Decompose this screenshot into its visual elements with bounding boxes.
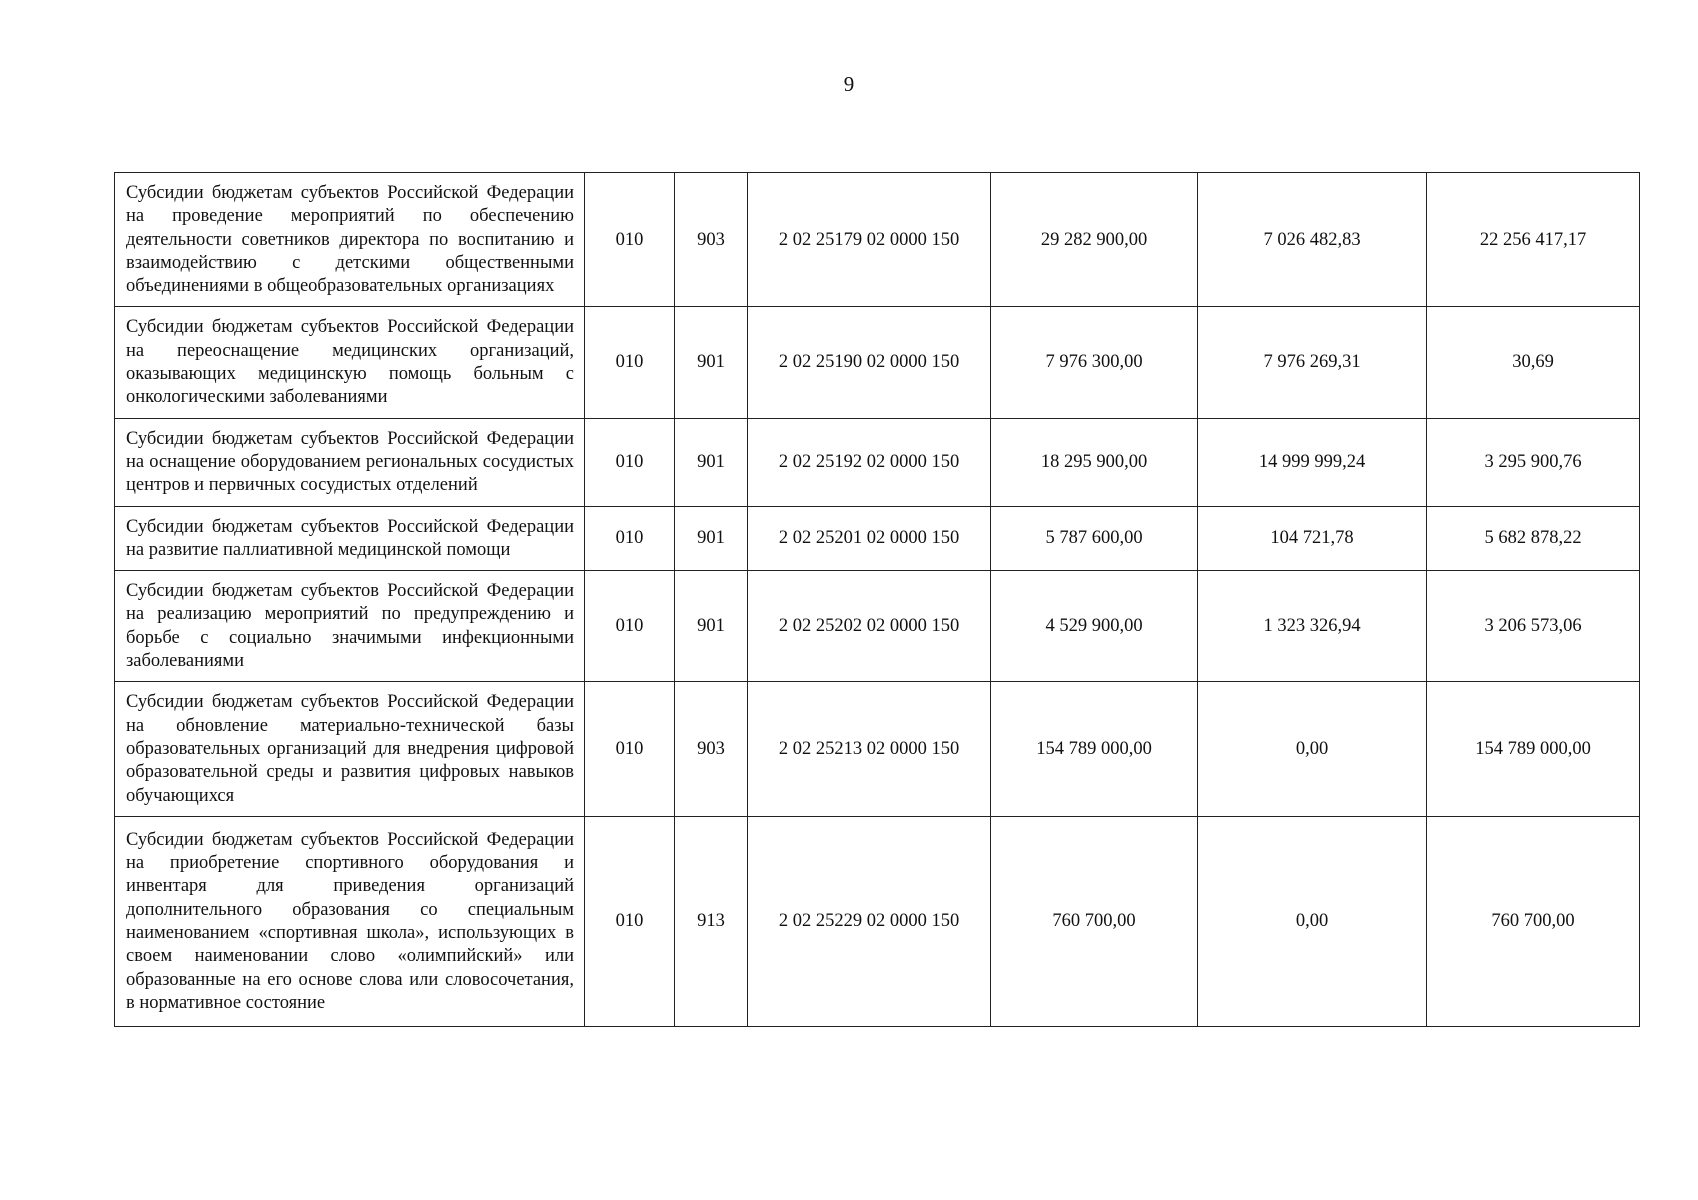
row-description: Субсидии бюджетам субъектов Российской Федерации на переоснащение медицинских организаций, оказывающих медицинскую помощь больным с онкологическими заболеваниями	[115, 307, 585, 418]
row-description: Субсидии бюджетам субъектов Российской Федерации на реализацию мероприятий по предупреждению и борьбе с социально значимыми инфекционными заболеваниями	[115, 571, 585, 682]
row-description: Субсидии бюджетам субъектов Российской Федерации на обновление материально-технической базы образовательных организаций для внедрения цифровой образовательной среды и развития цифровых навыков обучающихся	[115, 682, 585, 816]
table-row	[115, 418, 1640, 506]
row-code-010: 010	[585, 173, 675, 307]
row-budget-code: 2 02 25190 02 0000 150	[748, 307, 991, 418]
row-remaining-amount: 22 256 417,17	[1427, 173, 1640, 307]
row-executed-amount: 0,00	[1198, 682, 1427, 816]
row-description: Субсидии бюджетам субъектов Российской Федерации на развитие паллиативной медицинской помощи	[115, 506, 585, 571]
row-planned-amount: 5 787 600,00	[991, 506, 1198, 571]
row-budget-code: 2 02 25213 02 0000 150	[748, 682, 991, 816]
row-admin-code: 901	[675, 307, 748, 418]
row-code-010: 010	[585, 307, 675, 418]
row-admin-code: 901	[675, 571, 748, 682]
row-code-010: 010	[585, 506, 675, 571]
table-row	[115, 173, 1640, 307]
row-planned-amount: 18 295 900,00	[991, 418, 1198, 506]
table-row	[115, 506, 1640, 571]
row-executed-amount: 104 721,78	[1198, 506, 1427, 571]
row-code-010: 010	[585, 418, 675, 506]
row-description: Субсидии бюджетам субъектов Российской Федерации на проведение мероприятий по обеспечению деятельности советников директора по воспитанию и взаимодействию с детскими общественными объединениями в общеобразовательных организациях	[115, 173, 585, 307]
row-code-010: 010	[585, 816, 675, 1026]
row-admin-code: 913	[675, 816, 748, 1026]
row-executed-amount: 7 976 269,31	[1198, 307, 1427, 418]
row-budget-code: 2 02 25192 02 0000 150	[748, 418, 991, 506]
row-planned-amount: 4 529 900,00	[991, 571, 1198, 682]
row-remaining-amount: 3 206 573,06	[1427, 571, 1640, 682]
table-row	[115, 307, 1640, 418]
row-budget-code: 2 02 25229 02 0000 150	[748, 816, 991, 1026]
row-planned-amount: 29 282 900,00	[991, 173, 1198, 307]
row-remaining-amount: 30,69	[1427, 307, 1640, 418]
table-row	[115, 571, 1640, 682]
budget-table	[114, 172, 1640, 1027]
row-remaining-amount: 3 295 900,76	[1427, 418, 1640, 506]
row-budget-code: 2 02 25202 02 0000 150	[748, 571, 991, 682]
row-remaining-amount: 154 789 000,00	[1427, 682, 1640, 816]
row-planned-amount: 7 976 300,00	[991, 307, 1198, 418]
row-remaining-amount: 5 682 878,22	[1427, 506, 1640, 571]
row-budget-code: 2 02 25201 02 0000 150	[748, 506, 991, 571]
row-executed-amount: 1 323 326,94	[1198, 571, 1427, 682]
row-description: Субсидии бюджетам субъектов Российской Федерации на приобретение спортивного оборудования и инвентаря для приведения организаций дополнительного образования со специальным наименованием «спортивная школа», использующих в своем наименовании слово «олимпийский» или образованные на его основе слова или словосочетания, в нормативное состояние	[115, 816, 585, 1026]
table-row	[115, 682, 1640, 816]
row-planned-amount: 760 700,00	[991, 816, 1198, 1026]
row-admin-code: 903	[675, 682, 748, 816]
budget-table-body	[115, 173, 1640, 1027]
row-executed-amount: 0,00	[1198, 816, 1427, 1026]
row-budget-code: 2 02 25179 02 0000 150	[748, 173, 991, 307]
row-executed-amount: 14 999 999,24	[1198, 418, 1427, 506]
table-row	[115, 816, 1640, 1026]
row-code-010: 010	[585, 682, 675, 816]
row-admin-code: 901	[675, 506, 748, 571]
row-remaining-amount: 760 700,00	[1427, 816, 1640, 1026]
row-admin-code: 901	[675, 418, 748, 506]
row-admin-code: 903	[675, 173, 748, 307]
row-description: Субсидии бюджетам субъектов Российской Федерации на оснащение оборудованием региональных сосудистых центров и первичных сосудистых отделений	[115, 418, 585, 506]
row-planned-amount: 154 789 000,00	[991, 682, 1198, 816]
row-code-010: 010	[585, 571, 675, 682]
row-executed-amount: 7 026 482,83	[1198, 173, 1427, 307]
page-number: 9	[843, 72, 855, 96]
